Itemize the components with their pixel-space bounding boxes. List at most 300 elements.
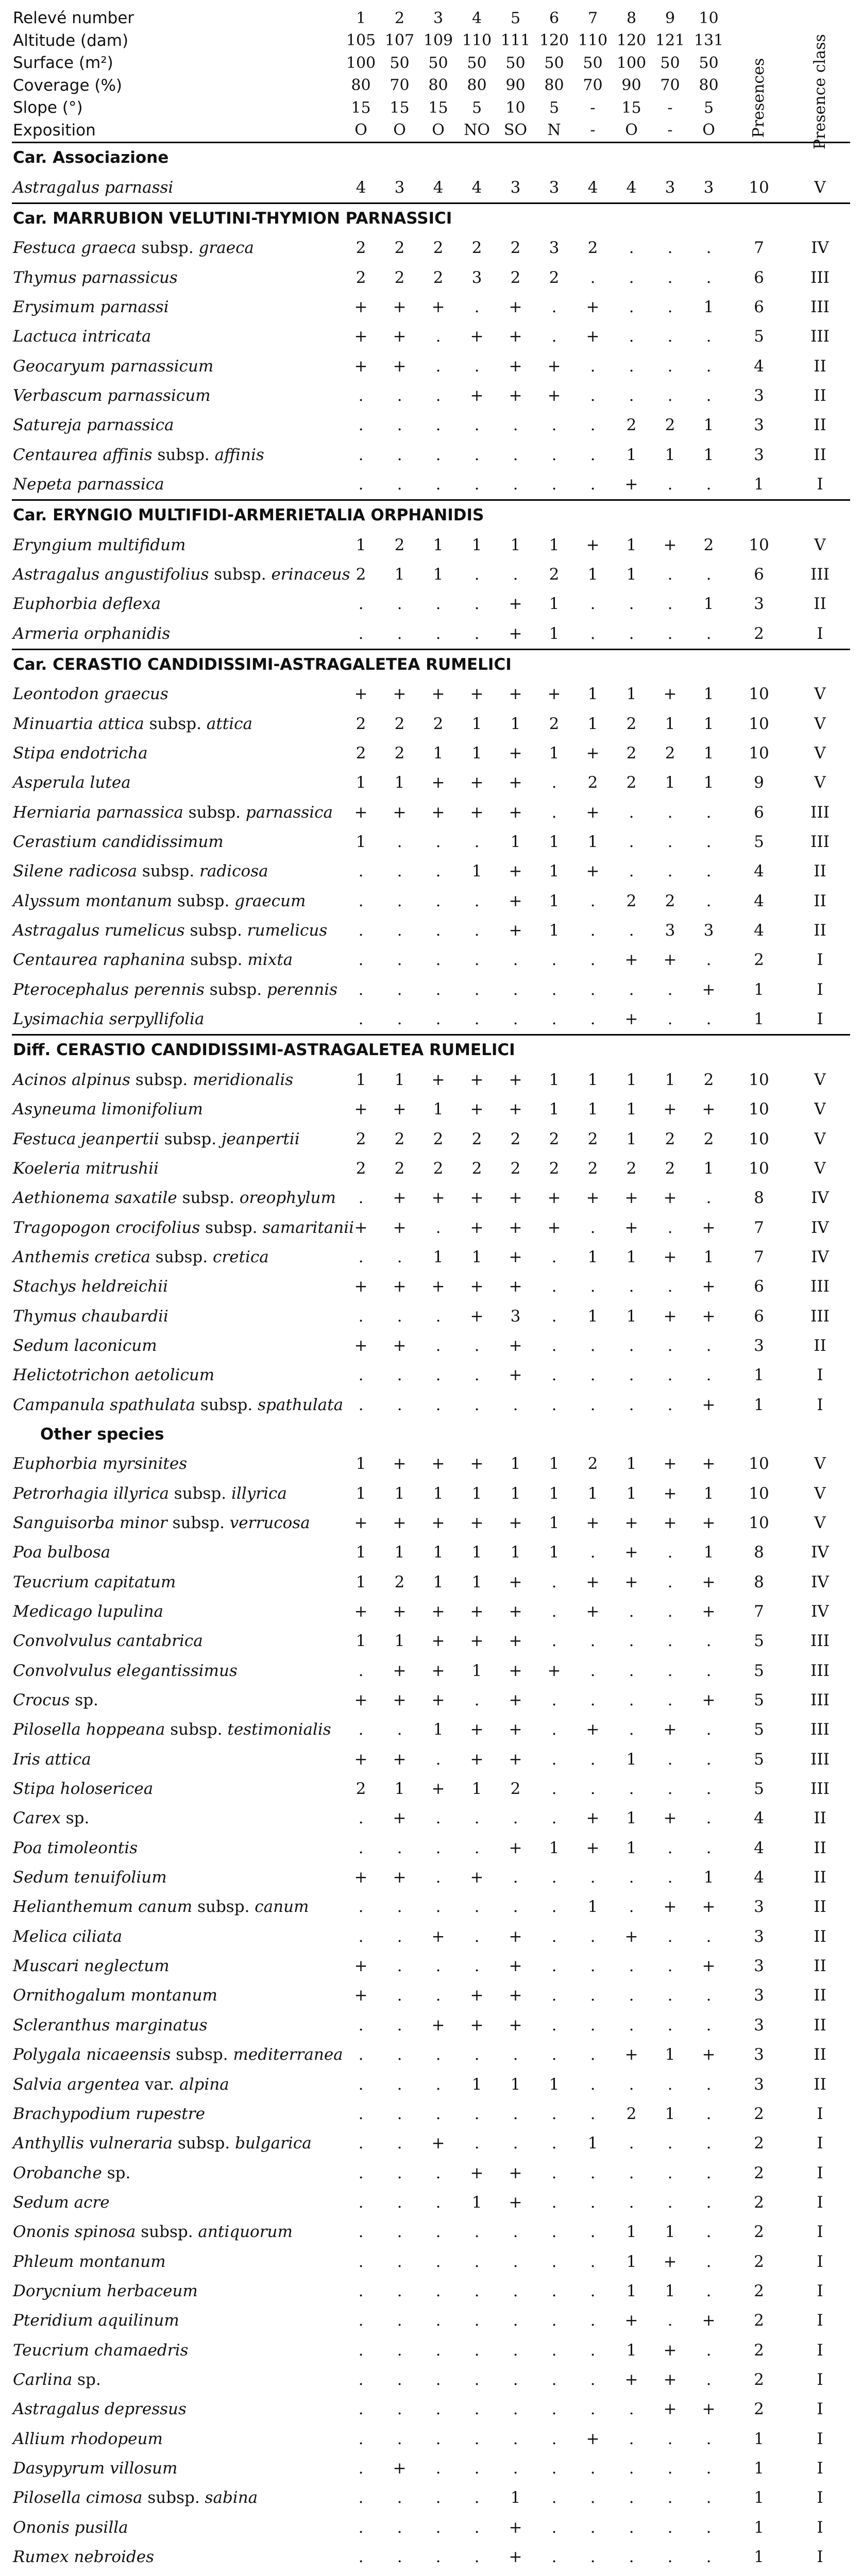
cover-value: + bbox=[393, 1661, 407, 1680]
cover-value: . bbox=[397, 2075, 402, 2094]
species-name-part: Campanula spathulata bbox=[13, 1395, 196, 1414]
cover-value: + bbox=[509, 1957, 522, 1976]
cover-value: . bbox=[551, 1277, 557, 1296]
presences-count: 8 bbox=[754, 1189, 764, 1208]
cover-value: + bbox=[470, 1750, 484, 1769]
presence-class: II bbox=[814, 2015, 826, 2035]
presences-count: 6 bbox=[754, 1277, 764, 1296]
presence-class: II bbox=[814, 357, 826, 376]
cover-value: . bbox=[590, 1986, 596, 2005]
header-value: 3 bbox=[433, 9, 444, 27]
cover-value: . bbox=[706, 2370, 712, 2389]
cover-value: . bbox=[551, 2045, 557, 2064]
cover-value: . bbox=[474, 2548, 480, 2567]
species-row bbox=[12, 2483, 850, 2513]
species-row bbox=[12, 351, 850, 381]
cover-value bbox=[419, 2572, 458, 2576]
cover-value: . bbox=[397, 474, 402, 494]
cover-value: . bbox=[551, 951, 557, 970]
cover-value: . bbox=[474, 2400, 480, 2419]
cover-value: . bbox=[358, 2252, 364, 2271]
cover-value: . bbox=[590, 1691, 596, 1710]
cover-value: 1 bbox=[703, 1247, 714, 1266]
species-name-part: Crocus bbox=[13, 1691, 70, 1710]
presences-count: 9 bbox=[754, 773, 764, 792]
cover-value: 2 bbox=[394, 535, 405, 554]
cover-value: 2 bbox=[433, 239, 444, 258]
species-row bbox=[12, 2011, 850, 2040]
cover-value: . bbox=[629, 2488, 634, 2507]
cover-value: . bbox=[590, 1336, 596, 1355]
cover-value: 1 bbox=[549, 833, 560, 852]
presence-class: III bbox=[810, 1750, 830, 1769]
header-value: 111 bbox=[500, 31, 531, 50]
presences-count: 5 bbox=[754, 1632, 764, 1651]
cover-value: 1 bbox=[433, 1484, 444, 1503]
species-name bbox=[12, 1361, 342, 1390]
species-name-part: illyrica bbox=[231, 1484, 287, 1503]
cover-value: . bbox=[397, 980, 402, 999]
cover-value: 2 bbox=[356, 268, 366, 287]
cover-value bbox=[573, 2572, 612, 2576]
species-name-part: subsp. bbox=[136, 2223, 198, 2242]
species-row bbox=[12, 1272, 850, 1301]
cover-value: + bbox=[509, 1661, 522, 1680]
cover-value: + bbox=[354, 1602, 368, 1621]
header-value: 50 bbox=[467, 54, 487, 72]
cover-value: . bbox=[513, 2400, 518, 2419]
cover-value: . bbox=[474, 624, 480, 643]
cover-value: . bbox=[397, 1395, 402, 1414]
species-name bbox=[12, 2335, 342, 2365]
presence-class: I bbox=[817, 2548, 823, 2567]
cover-value: . bbox=[358, 416, 364, 435]
header-value: 50 bbox=[660, 54, 680, 72]
cover-value: + bbox=[586, 1513, 600, 1532]
cover-value: . bbox=[551, 2281, 557, 2300]
header-value: 131 bbox=[694, 31, 724, 50]
header-value: O bbox=[612, 120, 651, 143]
cover-value: 1 bbox=[703, 1159, 714, 1178]
cover-value: . bbox=[667, 803, 673, 822]
cover-value: + bbox=[354, 1277, 368, 1296]
species-name bbox=[12, 1568, 342, 1597]
cover-value: . bbox=[551, 773, 557, 792]
species-name bbox=[12, 2070, 342, 2099]
presence-class: V bbox=[814, 535, 826, 554]
cover-value: 1 bbox=[626, 1307, 637, 1326]
cover-value: . bbox=[435, 2281, 441, 2300]
cover-value: . bbox=[667, 1218, 673, 1237]
presence-class: I bbox=[817, 2488, 823, 2507]
species-name-part: subsp. bbox=[136, 239, 199, 258]
cover-value: + bbox=[354, 1691, 368, 1710]
cover-value: . bbox=[397, 2400, 402, 2419]
cover-value: . bbox=[706, 862, 712, 881]
cover-value: + bbox=[663, 1897, 677, 1917]
cover-value: . bbox=[590, 2488, 596, 2507]
cover-value: . bbox=[706, 1336, 712, 1355]
presences-count: 3 bbox=[754, 1986, 764, 2005]
cover-value: + bbox=[470, 803, 484, 822]
species-name-part: erinaceus bbox=[271, 565, 350, 584]
cover-value: . bbox=[667, 1572, 673, 1591]
cover-value: . bbox=[629, 2518, 634, 2537]
cover-value: . bbox=[590, 921, 596, 940]
table-body bbox=[12, 143, 850, 2576]
cover-value: + bbox=[393, 1100, 407, 1119]
cover-value: . bbox=[435, 2163, 441, 2182]
presence-class: IV bbox=[811, 1247, 829, 1266]
species-name bbox=[12, 411, 342, 440]
cover-value: . bbox=[590, 2193, 596, 2212]
cover-value: 2 bbox=[471, 239, 482, 258]
cover-value: . bbox=[358, 2163, 364, 2182]
cover-value: . bbox=[474, 1809, 480, 1828]
presence-class: V bbox=[814, 1100, 826, 1119]
presences-count: 1 bbox=[754, 1010, 764, 1029]
presence-class: V bbox=[814, 178, 826, 197]
species-name bbox=[12, 1538, 342, 1567]
presence-class: IV bbox=[811, 239, 829, 258]
cover-value: . bbox=[667, 2075, 673, 2094]
cover-value: + bbox=[547, 386, 561, 405]
species-row bbox=[12, 1361, 850, 1390]
species-name-part: meridionalis bbox=[193, 1070, 294, 1089]
cover-value: . bbox=[590, 268, 596, 287]
cover-value: + bbox=[702, 1513, 716, 1532]
cover-value: . bbox=[474, 2459, 480, 2478]
species-name-part: var. bbox=[140, 2075, 180, 2094]
cover-value: . bbox=[474, 1957, 480, 1976]
species-name-part: sp. bbox=[70, 1691, 98, 1710]
header-value: 120 bbox=[539, 31, 569, 50]
presences-count: 2 bbox=[754, 2223, 764, 2242]
cover-value: 1 bbox=[549, 624, 560, 643]
cover-value: 2 bbox=[549, 1159, 560, 1178]
cover-value: . bbox=[590, 445, 596, 464]
cover-value: . bbox=[358, 2045, 364, 2064]
cover-value: . bbox=[513, 445, 518, 464]
cover-value: + bbox=[509, 1602, 522, 1621]
species-name-part: Stipa endotricha bbox=[13, 744, 148, 763]
species-name bbox=[12, 1804, 342, 1833]
cover-value: . bbox=[629, 1632, 634, 1651]
cover-value: + bbox=[663, 2400, 677, 2419]
cover-value: + bbox=[702, 1218, 716, 1237]
presences-header bbox=[728, 7, 790, 143]
cover-value: . bbox=[551, 1927, 557, 1946]
cover-value: 2 bbox=[394, 714, 405, 733]
header-value: SO bbox=[496, 120, 535, 143]
cover-value: . bbox=[358, 2341, 364, 2360]
presence-class: I bbox=[817, 2311, 823, 2330]
cover-value: 3 bbox=[703, 178, 714, 197]
cover-value: . bbox=[435, 2548, 441, 2567]
species-name-part: Festuca jeanpertii bbox=[13, 1129, 159, 1148]
species-name bbox=[12, 381, 342, 411]
cover-value: + bbox=[431, 1189, 445, 1208]
cover-value: 2 bbox=[549, 268, 560, 287]
header-value: 121 bbox=[655, 31, 685, 50]
species-name-part: Aethionema saxatile bbox=[13, 1189, 177, 1208]
cover-value: . bbox=[706, 951, 712, 970]
species-name bbox=[12, 2454, 342, 2483]
cover-value: . bbox=[706, 2488, 712, 2507]
cover-value: 1 bbox=[356, 1632, 366, 1651]
cover-value: . bbox=[667, 862, 673, 881]
cover-value: . bbox=[474, 2488, 480, 2507]
cover-value: . bbox=[551, 2341, 557, 2360]
cover-value: + bbox=[470, 1986, 484, 2005]
section-title: Other species bbox=[40, 1425, 164, 1444]
header-value: - bbox=[590, 98, 596, 117]
cover-value: 2 bbox=[626, 744, 637, 763]
cover-value: + bbox=[470, 327, 484, 346]
cover-value: . bbox=[474, 1366, 480, 1385]
cover-value: + bbox=[470, 1632, 484, 1651]
cover-value: + bbox=[431, 297, 445, 316]
cover-value: + bbox=[393, 1809, 407, 1828]
species-name bbox=[12, 1952, 342, 1981]
cover-value: + bbox=[624, 1513, 638, 1532]
species-name bbox=[12, 1715, 342, 1744]
cover-value: 2 bbox=[587, 773, 598, 792]
cover-value: . bbox=[667, 833, 673, 852]
cover-value: . bbox=[706, 1720, 712, 1739]
presences-count bbox=[728, 2572, 790, 2576]
cover-value: 2 bbox=[549, 1129, 560, 1148]
species-row bbox=[12, 1183, 850, 1213]
cover-value: + bbox=[393, 327, 407, 346]
cover-value: 1 bbox=[433, 744, 444, 763]
header-value: 15 bbox=[351, 98, 371, 117]
cover-value: . bbox=[706, 1189, 712, 1208]
cover-value: . bbox=[397, 2045, 402, 2064]
presences-count: 3 bbox=[754, 1897, 764, 1917]
cover-value: 1 bbox=[626, 1454, 637, 1473]
cover-value: . bbox=[474, 1691, 480, 1710]
presence-class: II bbox=[814, 2045, 826, 2064]
cover-value: . bbox=[474, 891, 480, 910]
species-name-part: Nepeta parnassica bbox=[13, 474, 164, 494]
cover-value: . bbox=[358, 1010, 364, 1029]
cover-value: + bbox=[547, 1218, 561, 1237]
cover-value: + bbox=[509, 327, 522, 346]
cover-value: . bbox=[629, 239, 634, 258]
cover-value: . bbox=[435, 921, 441, 940]
cover-value: . bbox=[590, 1395, 596, 1414]
cover-value: . bbox=[551, 2311, 557, 2330]
cover-value: 1 bbox=[510, 1543, 521, 1562]
cover-value: . bbox=[358, 1661, 364, 1680]
cover-value: + bbox=[509, 297, 522, 316]
species-name bbox=[12, 2217, 342, 2247]
cover-value: . bbox=[474, 565, 480, 584]
cover-value: . bbox=[551, 2488, 557, 2507]
presence-class: V bbox=[814, 1454, 826, 1473]
cover-value: 1 bbox=[665, 773, 675, 792]
cover-value: + bbox=[470, 2015, 484, 2035]
header-value: 80 bbox=[351, 76, 371, 95]
cover-value: . bbox=[629, 1957, 634, 1976]
cover-value: . bbox=[358, 624, 364, 643]
cover-value: + bbox=[509, 1720, 522, 1739]
species-name bbox=[12, 263, 342, 292]
cover-value: 1 bbox=[471, 2075, 482, 2094]
cover-value: 1 bbox=[471, 1572, 482, 1591]
presence-class: IV bbox=[811, 1572, 829, 1591]
species-name-part: Sedum tenuifolium bbox=[13, 1868, 167, 1887]
cover-value: . bbox=[706, 1661, 712, 1680]
cover-value: + bbox=[624, 2045, 638, 2064]
header-value: 50 bbox=[390, 54, 410, 72]
cover-value: 2 bbox=[703, 535, 714, 554]
cover-value: . bbox=[706, 1809, 712, 1828]
species-name-part: Sedum acre bbox=[13, 2193, 110, 2212]
cover-value: . bbox=[474, 2045, 480, 2064]
species-row bbox=[12, 1774, 850, 1804]
presence-class-header bbox=[790, 7, 850, 149]
cover-value: . bbox=[435, 595, 441, 614]
species-name-part: Carlina bbox=[13, 2370, 73, 2389]
header-value: - bbox=[667, 98, 673, 117]
species-row bbox=[12, 263, 850, 292]
presences-count: 10 bbox=[749, 714, 769, 733]
species-name bbox=[12, 857, 342, 886]
cover-value: + bbox=[393, 1218, 407, 1237]
cover-value: + bbox=[431, 685, 445, 704]
section-header bbox=[12, 143, 850, 173]
cover-value: 1 bbox=[471, 744, 482, 763]
species-row bbox=[12, 1892, 850, 1922]
header-value: 5 bbox=[703, 98, 714, 117]
cover-value: . bbox=[474, 2252, 480, 2271]
species-name-part: Teucrium chamaedris bbox=[13, 2341, 189, 2360]
cover-value: . bbox=[358, 386, 364, 405]
cover-value: + bbox=[509, 891, 522, 910]
cover-value: . bbox=[474, 595, 480, 614]
presences-count: 6 bbox=[754, 803, 764, 822]
cover-value: + bbox=[354, 327, 368, 346]
presences-count: 6 bbox=[754, 268, 764, 287]
cover-value: . bbox=[551, 980, 557, 999]
cover-value: . bbox=[358, 1720, 364, 1739]
cover-value: . bbox=[706, 268, 712, 287]
cover-value: . bbox=[551, 1691, 557, 1710]
presence-class: I bbox=[817, 624, 823, 643]
species-name bbox=[12, 2129, 342, 2158]
species-row bbox=[12, 1095, 850, 1124]
species-row bbox=[12, 1065, 850, 1095]
species-name-part: subsp. bbox=[150, 1247, 213, 1266]
cover-value: 3 bbox=[703, 921, 714, 940]
cover-value: . bbox=[551, 2459, 557, 2478]
cover-value: + bbox=[470, 1218, 484, 1237]
presence-class: II bbox=[814, 891, 826, 910]
cover-value: . bbox=[397, 1010, 402, 1029]
table-header bbox=[12, 7, 850, 149]
cover-value: . bbox=[358, 1809, 364, 1828]
cover-value: . bbox=[397, 2134, 402, 2153]
cover-value: . bbox=[629, 803, 634, 822]
cover-value: . bbox=[474, 833, 480, 852]
presence-class: III bbox=[810, 1720, 830, 1739]
cover-value: . bbox=[551, 2548, 557, 2567]
cover-value: + bbox=[702, 1100, 716, 1119]
species-name-part: Convolvulus cantabrica bbox=[13, 1632, 203, 1651]
species-name bbox=[12, 2099, 342, 2129]
presences-count: 10 bbox=[749, 535, 769, 554]
species-name bbox=[12, 1390, 342, 1419]
cover-value: 1 bbox=[510, 714, 521, 733]
cover-value: + bbox=[509, 1277, 522, 1296]
cover-value: + bbox=[393, 2459, 407, 2478]
cover-value: . bbox=[629, 2015, 634, 2035]
cover-value: 1 bbox=[587, 833, 598, 852]
cover-value: . bbox=[358, 2075, 364, 2094]
cover-value: . bbox=[667, 565, 673, 584]
header-value: 50 bbox=[505, 54, 526, 72]
presence-class: IV bbox=[811, 1218, 829, 1237]
header-value: 70 bbox=[660, 76, 680, 95]
cover-value: . bbox=[706, 2548, 712, 2567]
cover-value: . bbox=[513, 2459, 518, 2478]
species-name bbox=[12, 1272, 342, 1301]
cover-value: 1 bbox=[626, 685, 637, 704]
cover-value: . bbox=[706, 2281, 712, 2300]
species-name-part: canum bbox=[255, 1897, 309, 1917]
header-value: O bbox=[342, 120, 380, 143]
cover-value: . bbox=[667, 980, 673, 999]
presence-class: III bbox=[810, 803, 830, 822]
presence-class: III bbox=[810, 1661, 830, 1680]
cover-value: . bbox=[474, 1927, 480, 1946]
cover-value: 2 bbox=[356, 565, 366, 584]
cover-value: + bbox=[586, 297, 600, 316]
cover-value: . bbox=[513, 980, 518, 999]
presences-count: 2 bbox=[754, 2104, 764, 2123]
cover-value: . bbox=[551, 1572, 557, 1591]
presences-count: 3 bbox=[754, 2075, 764, 2094]
species-name-part: Astragalus angustifolius bbox=[13, 565, 209, 584]
section-title: Car. CERASTIO CANDIDISSIMI-ASTRAGALETEA RUMELICI bbox=[12, 649, 850, 680]
species-row bbox=[12, 1331, 850, 1361]
section-header bbox=[12, 649, 850, 680]
cover-value: . bbox=[513, 474, 518, 494]
cover-value: . bbox=[667, 386, 673, 405]
presences-count: 3 bbox=[754, 2045, 764, 2064]
cover-value: 1 bbox=[665, 445, 675, 464]
presences-count: 1 bbox=[754, 2429, 764, 2448]
species-name bbox=[12, 2483, 342, 2513]
species-name-part: Lactuca intricata bbox=[13, 327, 151, 346]
cover-value: + bbox=[470, 1277, 484, 1296]
species-name bbox=[12, 2188, 342, 2217]
header-value: 105 bbox=[346, 31, 376, 50]
cover-value: . bbox=[397, 1838, 402, 1857]
cover-value: . bbox=[435, 980, 441, 999]
cover-value: 1 bbox=[356, 1454, 366, 1473]
cover-value: . bbox=[706, 1632, 712, 1651]
presence-class: IV bbox=[811, 1543, 829, 1562]
cover-value: . bbox=[474, 297, 480, 316]
cover-value: . bbox=[397, 951, 402, 970]
species-name-part: subsp. bbox=[142, 2488, 205, 2507]
presence-class bbox=[790, 2572, 850, 2576]
presence-class: III bbox=[810, 1307, 830, 1326]
presences-count: 6 bbox=[754, 565, 764, 584]
